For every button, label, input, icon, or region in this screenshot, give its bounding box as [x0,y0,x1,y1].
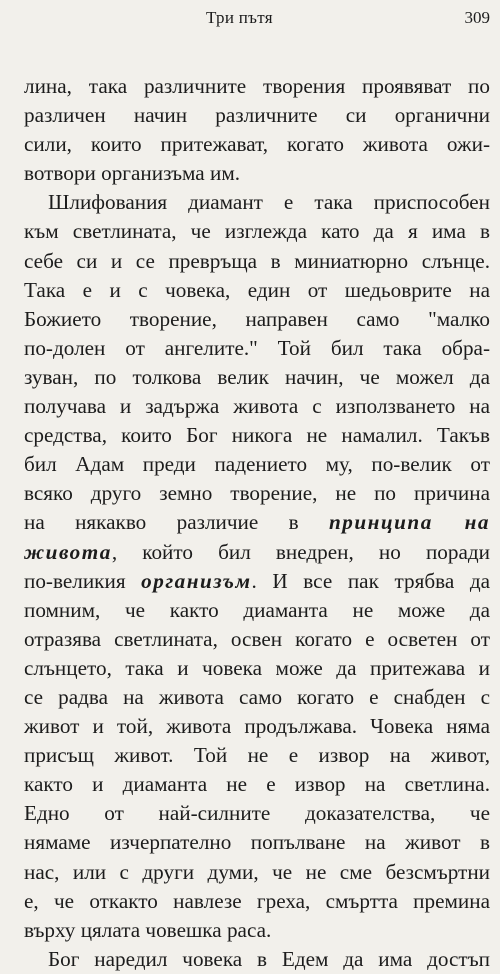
paragraph-first-line: Бог наредил човека в Едем да има достъп [48,946,490,971]
text-line: получава и задържа живота с използването на [24,394,490,419]
text-line [24,567,490,596]
text-line: всяко друго земно творение, не по причина [24,481,490,506]
text-line: както и диаманта не е извор на светлина. [24,772,490,797]
text-line: помним, че както диаманта не може да [24,597,490,622]
text-line: Така е и с човека, един от шедьоврите на [24,277,490,302]
text-line: е, че откакто навлезе греха, смъртта премина [24,888,490,913]
text-line [24,538,490,567]
text-line: се радва на живота само когато е снабден с [24,684,490,709]
text-line: върху цялата човешка раса. [24,917,272,942]
text-line: лина, така различните творения проявяват по [24,74,490,98]
text-line: себе си и се превръща в миниатюрно слънце. [24,248,490,273]
text-line: живот и той, живота продължава. Човека няма [24,714,490,739]
paragraph-first-line: Шлифования диамант е така приспособен [48,190,490,215]
text-line: отразява светлината, освен когато е осветен от [24,626,490,651]
text-segment: на някакво различие в [24,510,329,535]
text-line: присъщ живот. Той не е извор на живот, [24,743,490,768]
text-line: различен начин различните си органични [24,103,490,128]
text-line [24,508,490,537]
page-number: 309 [464,8,490,27]
page-header [0,8,500,28]
body-text [24,72,490,974]
text-line: средства, които Бог никога не намалил. Такъв [24,423,490,448]
text-line: към светлината, че изглежда като да я има в [24,219,490,244]
text-line: зуван, по толкова велик начин, че можел да [24,364,490,389]
text-line: Едно от най-силните доказателства, че [24,801,490,826]
emphasized-text: живота [24,539,112,564]
text-line: нямаме изчерпателно попълване на живот в [24,830,490,855]
text-line: нас, или с други думи, че не сме безсмъртни [24,859,490,884]
text-line: вотвори организъма им. [24,161,241,186]
text-segment: по-великия [24,568,142,593]
emphasized-text: принципа на [328,510,490,535]
text-line: Божието творение, направен само "малко [24,306,490,331]
running-title: Три пътя [206,8,273,27]
emphasized-text: организъм [141,568,252,593]
text-line: слънцето, така и човека може да притежава и [24,655,490,680]
text-segment: . И все пак трябва да [251,568,491,593]
text-segment: , който бил внедрен, но поради [111,539,490,564]
text-line: по-долен от ангелите." Той бил така обра- [24,335,490,360]
text-line: сили, които притежават, когато живота ожи- [24,132,490,157]
text-line: бил Адам преди падението му, по-велик от [24,452,490,477]
